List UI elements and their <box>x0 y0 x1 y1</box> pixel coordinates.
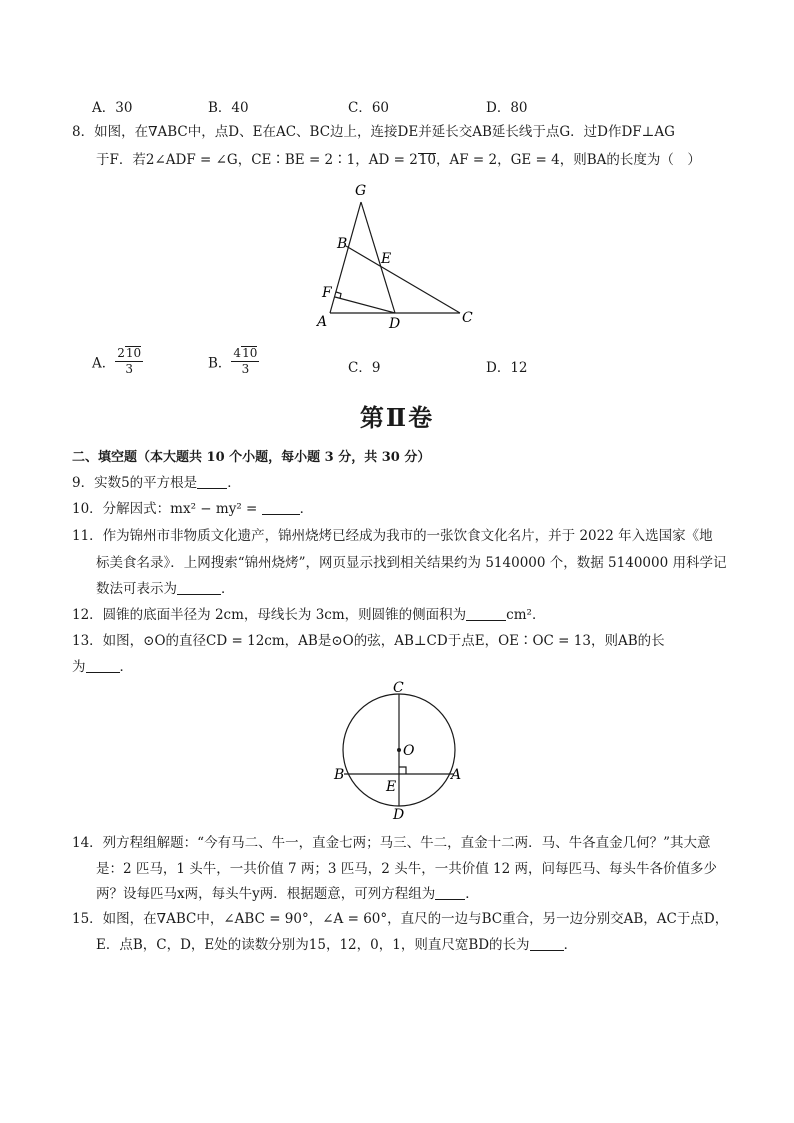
label-G: G <box>355 183 367 199</box>
q13-line1: 13．如图，⊙O的直径CD = 12cm，AB是⊙O的弦，AB⊥CD于点E，OE∶OC = 13，则AB的长 <box>72 633 665 649</box>
section2-heading: 二、填空题（本大题共 10 个小题，每小题 3 分，共 30 分） <box>72 450 431 465</box>
q9: 9．实数5的平方根是 ． <box>72 475 241 491</box>
q8-option-b: B． $\frac{410}{3}$ <box>208 346 258 376</box>
answer-blank <box>435 885 465 900</box>
label-C: C <box>393 680 404 696</box>
q13-circle-figure <box>326 680 472 822</box>
answer-blank <box>530 936 564 951</box>
answer-blank <box>466 606 506 621</box>
q13-line2: 为 ． <box>72 659 133 675</box>
label-B: B <box>337 236 348 252</box>
q7-option-c: C．60 <box>348 100 390 116</box>
answer-blank <box>262 500 300 515</box>
label-F: F <box>322 285 332 301</box>
q11-line2: 标美食名录》．上网搜索“锦州烧烤”，网页显示找到相关结果约为 5140000 个，数据 5140000 用科学记 <box>96 555 727 571</box>
sqrt-10: 10 <box>418 152 436 168</box>
q8-option-c: C．9 <box>348 360 381 376</box>
q8-stem-line2: 于F．若2∠ADF = ∠G，CE∶BE = 2∶1，AD = 210，AF = 2，GE = 4，则BA的长度为（ ） <box>96 152 701 168</box>
q10: 10．分解因式：mx² − my² = ． <box>72 501 314 517</box>
q15-line1: 15．如图，在∇ABC中，∠ABC = 90°，∠A = 60°，直尺的一边与BC重合，另一边分别交AB，AC于点D， <box>72 911 729 927</box>
label-E: E <box>381 251 392 267</box>
label-C: C <box>462 310 473 326</box>
q8-triangle-figure <box>300 178 490 334</box>
label-D: D <box>393 807 405 822</box>
q8-stem-line1: 8．如图，在∇ABC中，点D、E在AC、BC边上，连接DE并延长交AB延长线于点G．过D作DF⊥AG <box>72 124 675 140</box>
answer-blank <box>86 658 120 673</box>
label-D: D <box>389 316 401 332</box>
q11-line1: 11．作为锦州市非物质文化遗产，锦州烧烤已经成为我市的一张饮食文化名片，并于 2022 年入选国家《地 <box>72 528 713 544</box>
q7-option-d: D．80 <box>486 100 528 116</box>
answer-blank <box>177 580 221 595</box>
label-O: O <box>403 743 415 759</box>
section-title: 第Ⅱ卷 <box>359 403 435 432</box>
label-A: A <box>317 314 328 330</box>
answer-blank <box>197 474 227 489</box>
q14-line2: 是：2 匹马，1 头牛，一共价值 7 两；3 匹马，2 头牛，一共价值 12 两，问每匹马、每头牛各价值多少 <box>96 861 717 877</box>
q8-option-a: A． $\frac{210}{3}$ <box>92 346 142 376</box>
q7-option-a: A．30 <box>92 100 133 116</box>
label-B: B <box>334 767 345 783</box>
q7-option-b: B．40 <box>208 100 249 116</box>
label-A: A <box>451 767 462 783</box>
q14-line1: 14．列方程组解题：“今有马二、牛一，直金七两；马三、牛二，直金十二两．马、牛各直金几何？”其大意 <box>72 835 711 851</box>
q11-line3: 数法可表示为 ． <box>96 581 235 597</box>
q15-line2: E．点B，C，D，E处的读数分别为15，12，0，1，则直尺宽BD的长为 ． <box>96 937 578 953</box>
q12: 12．圆锥的底面半径为 2cm，母线长为 3cm，则圆锥的侧面积为 cm²． <box>72 607 546 623</box>
label-E: E <box>386 779 397 795</box>
q14-line3: 两？设每匹马x两，每头牛y两．根据题意，可列方程组为 ． <box>96 886 479 902</box>
q8-option-d: D．12 <box>486 360 528 376</box>
